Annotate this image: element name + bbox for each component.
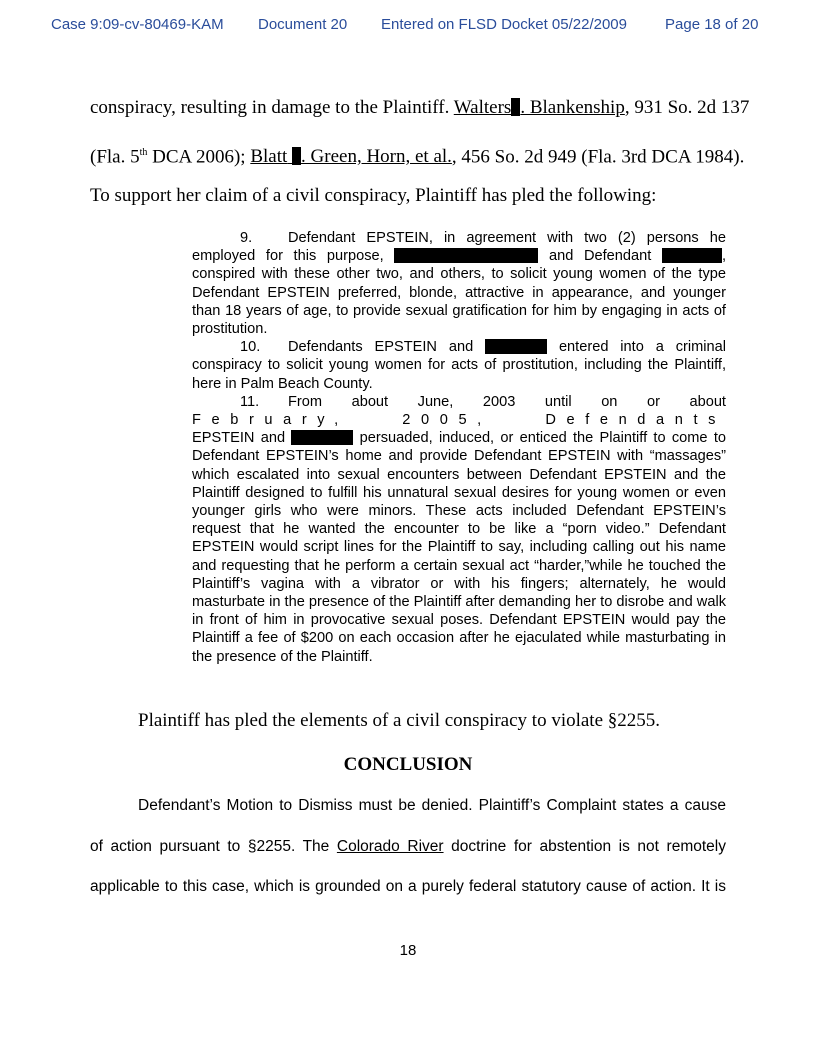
conclusion-line-3: applicable to this case, which is grounded on a purely federal statutory cause of action. It is <box>90 878 726 895</box>
case-citation: Colorado River <box>336 838 444 855</box>
text: persuaded, induced, or enticed the Plaintiff to come to Defendant EPSTEIN’s home and provide Defendant EPSTEIN with “massages” which escalated into sexual encounters between Defendant EPSTEIN and the Plaintiff designed to fulfill his unnatural sexual desires for young women or even younger girls who were minors. These acts included Defendant EPSTEIN’s request that he wanted the encounter to be like a “porn video.” Defendant EPSTEIN would script lines for the Plaintiff to say, including calling out his name and requesting that he perform a certain sexual act “harder,”while he touched the Plaintiff’s vagina with a vibrator or with his fingers; alternately, he would masturbate in the presence of the Plaintiff after demanding her to disrobe and walk in front of him in provocative sexual poses. Defendant EPSTEIN would pay the Plaintiff a fee of $200 on each occasion after he ejaculated while masturbating in the presence of the Plaintiff. <box>192 430 726 665</box>
text: From about June, 2003 until on or about <box>288 393 726 410</box>
text: and Defendant <box>548 248 652 265</box>
body-line-2 <box>90 142 745 168</box>
text: EPSTEIN and <box>192 430 286 447</box>
conclusion-line-2 <box>90 838 726 856</box>
text: entered into a criminal conspiracy to solicit young women for acts of prostitution, including the Plaintiff, here in Palm Beach County. <box>192 339 726 392</box>
redaction-block <box>291 430 353 445</box>
text: , 931 So. 2d 137 <box>624 97 750 118</box>
redaction-block <box>485 339 547 354</box>
redaction-block <box>450 248 538 263</box>
page-number: 18 <box>399 942 417 959</box>
body-line-3: To support her claim of a civil conspiracy, Plaintiff has pled the following: <box>90 185 657 206</box>
redaction-block <box>662 248 722 263</box>
conclusion-heading: CONCLUSION <box>343 754 473 775</box>
redaction-block <box>394 248 450 263</box>
text: of action pursuant to §2255. The <box>90 838 330 855</box>
case-citation <box>250 146 452 167</box>
paragraph-number: 11. <box>240 393 260 410</box>
text: conspiracy, resulting in damage to the Plaintiff. <box>90 97 450 118</box>
case-name-part: Walters <box>453 97 512 118</box>
document-number: Document 20 <box>258 16 348 33</box>
text: Defendant EPSTEIN, in agreement with two (2) persons he employed for this purpose, <box>192 230 726 265</box>
text: (Fla. 5 <box>90 146 140 168</box>
paragraph-number: 9. <box>240 230 253 246</box>
case-citation <box>454 97 625 118</box>
docket-entry-date: Entered on FLSD Docket 05/22/2009 <box>381 16 627 33</box>
text: Defendants EPSTEIN and <box>288 339 474 356</box>
text: doctrine for abstention is not remotely <box>451 838 726 855</box>
case-number: Case 9:09-cv-80469-KAM <box>51 16 224 33</box>
text: DCA 2006); <box>147 146 246 168</box>
body-line-1 <box>90 97 750 119</box>
quote-paragraph-10 <box>192 338 726 393</box>
case-name-part: . Blankenship <box>520 97 625 118</box>
page-of-total: Page 18 of 20 <box>665 16 759 33</box>
conclusion-line-1: Defendant’s Motion to Dismiss must be denied. Plaintiff’s Complaint states a cause <box>138 797 726 814</box>
block-quote <box>192 229 726 666</box>
paragraph-number: 10. <box>240 339 261 356</box>
redaction-block <box>511 98 520 116</box>
text: , 456 So. 2d 949 (Fla. 3rd DCA 1984). <box>451 146 745 168</box>
redaction-block <box>292 147 301 165</box>
quote-paragraph-11-line-2: February, 2005, Defendants <box>192 412 726 429</box>
after-quote-line: Plaintiff has pled the elements of a civil conspiracy to violate §2255. <box>138 710 661 731</box>
quote-paragraph-9 <box>192 229 726 338</box>
quote-paragraph-11-body <box>192 429 726 666</box>
superscript: th <box>139 147 148 158</box>
case-name-part: . Green, Horn, et al. <box>301 146 452 168</box>
quote-paragraph-11-line-1 <box>192 393 726 411</box>
text: , conspired with these other two, and others, to solicit young women of the type Defendant EPSTEIN preferred, blonde, attractive in appearance, and younger than 18 years of age, to provide sexual gratification for him by engaging in acts of prostitution. <box>192 248 727 338</box>
case-name-part: Blatt <box>250 146 288 168</box>
